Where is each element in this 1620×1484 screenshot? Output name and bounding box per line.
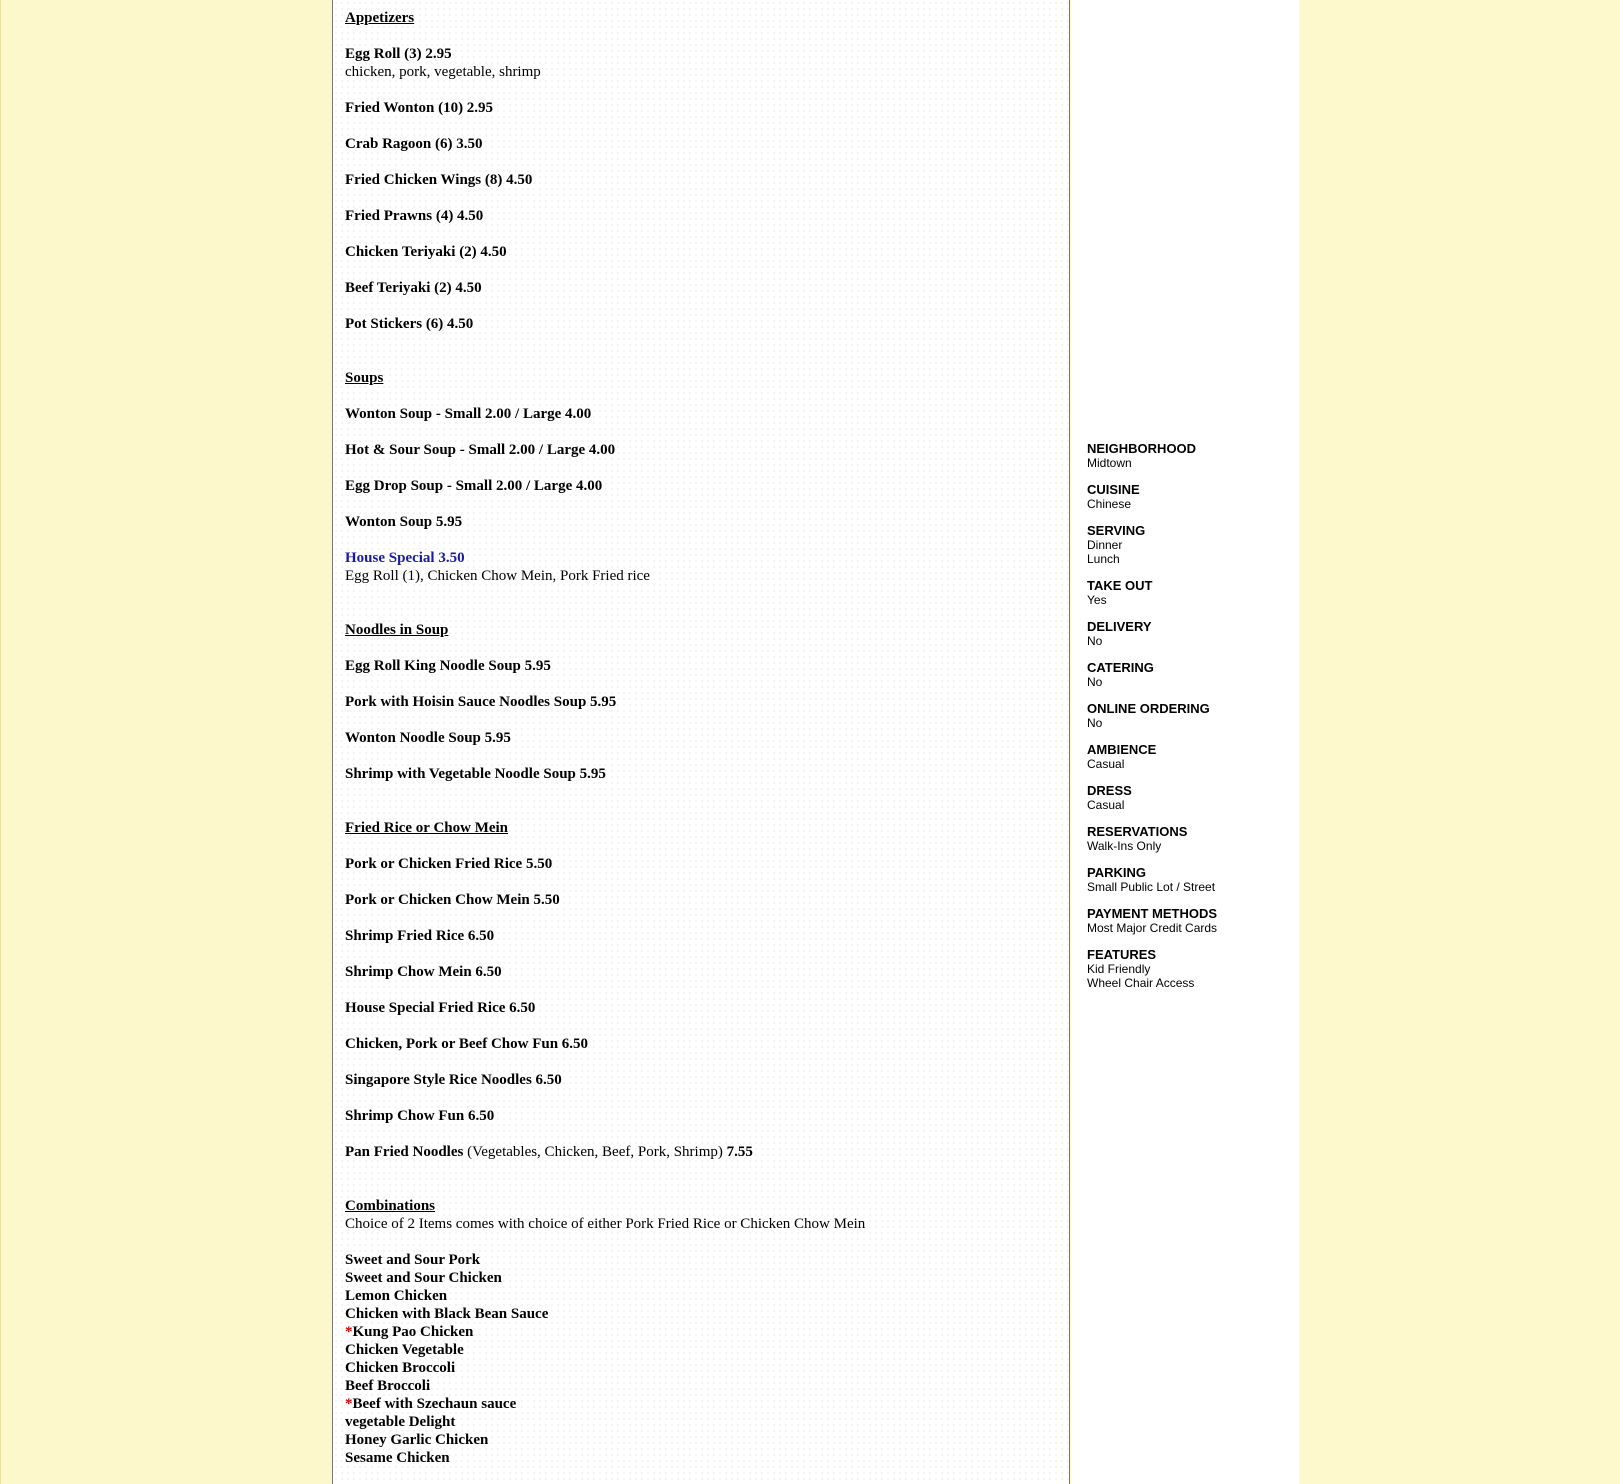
- info-take-out: [1087, 579, 1217, 607]
- combo-item-spicy: [345, 1395, 1045, 1413]
- menu-item: Pork or Chicken Fried Rice 5.50: [345, 856, 553, 872]
- combo-item: Chicken with Black Bean Sauce: [345, 1306, 549, 1322]
- combo-item: Sweet and Sour Chicken: [345, 1270, 502, 1286]
- info-ambience: [1087, 743, 1217, 771]
- combo-item-label: Kung Pao Chicken: [352, 1324, 474, 1340]
- info-value: Wheel Chair Access: [1087, 976, 1195, 990]
- menu-item: Pot Stickers (6) 4.50: [345, 316, 474, 332]
- info-value: Chinese: [1087, 497, 1132, 511]
- info-label: SERVING: [1087, 523, 1146, 538]
- combo-item: Sesame Chicken: [345, 1450, 450, 1466]
- info-label: TAKE OUT: [1087, 578, 1153, 593]
- restaurant-info-panel: [1071, 0, 1299, 1484]
- menu-item: Shrimp with Vegetable Noodle Soup 5.95: [345, 766, 606, 782]
- info-value: Kid Friendly: [1087, 962, 1151, 976]
- info-payment-methods: [1087, 907, 1217, 935]
- info-value: Lunch: [1087, 552, 1120, 566]
- section-title-noodles-in-soup: Noodles in Soup: [345, 622, 449, 638]
- info-catering: [1087, 661, 1217, 689]
- menu-item: Shrimp Chow Fun 6.50: [345, 1108, 495, 1124]
- info-label: FEATURES: [1087, 947, 1157, 962]
- info-features: [1087, 948, 1217, 990]
- menu-item: Shrimp Fried Rice 6.50: [345, 928, 495, 944]
- left-background: [0, 0, 333, 1484]
- info-delivery: [1087, 620, 1217, 648]
- menu-item-price: 7.55: [726, 1144, 753, 1160]
- combo-item: Beef Broccoli: [345, 1378, 431, 1394]
- menu-item: Beef Teriyaki (2) 4.50: [345, 280, 482, 296]
- section-title-combinations: Combinations: [345, 1198, 436, 1214]
- info-dress: [1087, 784, 1217, 812]
- info-label: RESERVATIONS: [1087, 824, 1188, 839]
- combo-item: Chicken Vegetable: [345, 1342, 464, 1358]
- menu-item: Chicken Teriyaki (2) 4.50: [345, 244, 507, 260]
- right-background: [1299, 0, 1620, 1484]
- info-value: Casual: [1087, 757, 1125, 771]
- menu-item: Fried Prawns (4) 4.50: [345, 208, 484, 224]
- menu-item: Hot & Sour Soup - Small 2.00 / Large 4.00: [345, 442, 616, 458]
- info-label: AMBIENCE: [1087, 742, 1157, 757]
- section-title-fried-rice: Fried Rice or Chow Mein: [345, 820, 509, 836]
- menu-item: Crab Ragoon (6) 3.50: [345, 136, 483, 152]
- menu-item: Chicken, Pork or Beef Chow Fun 6.50: [345, 1036, 589, 1052]
- info-value: Midtown: [1087, 456, 1132, 470]
- menu-item-description: Egg Roll (1), Chicken Chow Mein, Pork Fried rice: [345, 568, 650, 584]
- info-list: [1087, 442, 1217, 1003]
- info-reservations: [1087, 825, 1217, 853]
- menu-item: Egg Drop Soup - Small 2.00 / Large 4.00: [345, 478, 603, 494]
- menu-item: Pork or Chicken Chow Mein 5.50: [345, 892, 560, 908]
- info-label: DRESS: [1087, 783, 1132, 798]
- combo-item: vegetable Delight: [345, 1414, 456, 1430]
- combo-item: Sweet and Sour Pork: [345, 1252, 481, 1268]
- menu-content: [345, 9, 1045, 1467]
- menu-item: Wonton Soup - Small 2.00 / Large 4.00: [345, 406, 592, 422]
- combo-item: Honey Garlic Chicken: [345, 1432, 489, 1448]
- menu-item: Singapore Style Rice Noodles 6.50: [345, 1072, 562, 1088]
- info-label: DELIVERY: [1087, 619, 1152, 634]
- info-value: Small Public Lot / Street: [1087, 880, 1216, 894]
- info-cuisine: [1087, 483, 1217, 511]
- menu-item: Wonton Soup 5.95: [345, 514, 463, 530]
- info-label: CATERING: [1087, 660, 1154, 675]
- info-label: PAYMENT METHODS: [1087, 906, 1218, 921]
- info-value: No: [1087, 675, 1103, 689]
- pan-fried-noodles-item: [345, 1143, 1045, 1161]
- info-label: CUISINE: [1087, 482, 1140, 497]
- combo-item: Lemon Chicken: [345, 1288, 448, 1304]
- menu-item: Shrimp Chow Mein 6.50: [345, 964, 502, 980]
- info-label: ONLINE ORDERING: [1087, 701, 1210, 716]
- info-neighborhood: [1087, 442, 1217, 470]
- section-title-soups: Soups: [345, 370, 384, 386]
- info-value: No: [1087, 716, 1103, 730]
- info-value: No: [1087, 634, 1103, 648]
- menu-item: Wonton Noodle Soup 5.95: [345, 730, 511, 746]
- menu-item-description: (Vegetables, Chicken, Beef, Pork, Shrimp): [467, 1144, 723, 1160]
- info-parking: [1087, 866, 1217, 894]
- combo-item-spicy: [345, 1323, 1045, 1341]
- combo-item: Chicken Broccoli: [345, 1360, 456, 1376]
- info-value: Yes: [1087, 593, 1107, 607]
- menu-item: Fried Wonton (10) 2.95: [345, 100, 494, 116]
- info-label: NEIGHBORHOOD: [1087, 441, 1197, 456]
- info-value: Walk-Ins Only: [1087, 839, 1162, 853]
- info-value: Dinner: [1087, 538, 1123, 552]
- menu-item-name: Pan Fried Noodles: [345, 1144, 464, 1160]
- info-serving: [1087, 524, 1217, 566]
- info-value: Most Major Credit Cards: [1087, 921, 1218, 935]
- house-special-item: House Special 3.50: [345, 550, 465, 566]
- section-description: Choice of 2 Items comes with choice of either Pork Fried Rice or Chicken Chow Mein: [345, 1216, 866, 1232]
- combo-item-label: Beef with Szechaun sauce: [352, 1396, 517, 1412]
- spicy-star-icon: *: [345, 1324, 353, 1340]
- spicy-star-icon: *: [345, 1396, 353, 1412]
- menu-item: House Special Fried Rice 6.50: [345, 1000, 536, 1016]
- section-title-appetizers: Appetizers: [345, 10, 415, 26]
- info-online-ordering: [1087, 702, 1217, 730]
- menu-item: Pork with Hoisin Sauce Noodles Soup 5.95: [345, 694, 617, 710]
- menu-item: Egg Roll King Noodle Soup 5.95: [345, 658, 551, 674]
- menu-item-description: chicken, pork, vegetable, shrimp: [345, 64, 541, 80]
- menu-item: Egg Roll (3) 2.95: [345, 46, 452, 62]
- info-value: Casual: [1087, 798, 1125, 812]
- menu-item: Fried Chicken Wings (8) 4.50: [345, 172, 533, 188]
- menu-panel: [332, 0, 1070, 1484]
- info-label: PARKING: [1087, 865, 1146, 880]
